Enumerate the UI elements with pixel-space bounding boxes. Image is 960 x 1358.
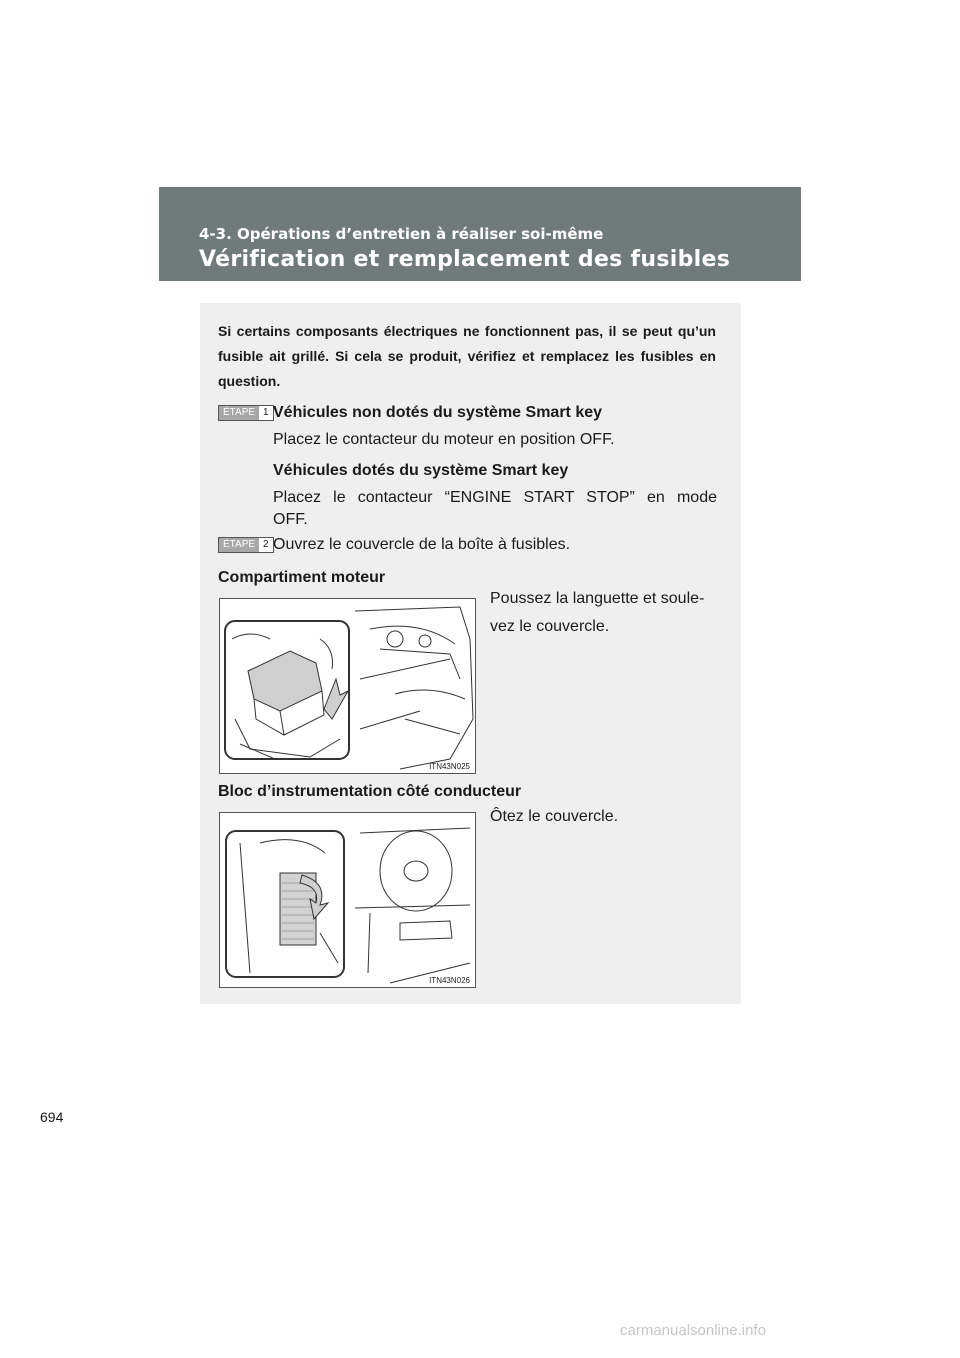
dash-figure-code: ITN43N026 — [429, 976, 470, 985]
engine-compartment-figure — [219, 598, 476, 774]
step-2-badge — [218, 537, 274, 553]
engine-instruction-line2: vez le couvercle. — [490, 618, 610, 635]
engine-illustration — [220, 599, 475, 773]
page-number: 694 — [40, 1109, 64, 1125]
step-1-badge — [218, 405, 274, 421]
chapter-header — [159, 187, 801, 281]
step-1-badge-word: ÉTAPE — [219, 406, 259, 420]
step-1-text-b-line1: Placez le contacteur “ENGINE START STOP” en mode — [273, 489, 717, 506]
step-1-text-b-line2: OFF. — [273, 511, 308, 528]
step-1-text-a: Placez le contacteur du moteur en position OFF. — [273, 431, 615, 448]
section-label: 4-3. Opérations d’entretien à réaliser soi-même — [199, 225, 604, 243]
dash-heading: Bloc d’instrumentation côté conducteur — [218, 783, 522, 800]
dashboard-figure — [219, 812, 476, 988]
engine-instruction-line1: Poussez la languette et soule- — [490, 590, 705, 607]
engine-heading: Compartiment moteur — [218, 569, 386, 586]
dash-instruction: Ôtez le couvercle. — [490, 808, 619, 825]
watermark: carmanualsonline.info — [620, 1322, 766, 1339]
step-2-text: Ouvrez le couvercle de la boîte à fusibles. — [273, 536, 571, 553]
step-2-badge-number: 2 — [263, 539, 269, 550]
page-title: Vérification et remplacement des fusibles — [199, 247, 731, 272]
step-1-heading-a: Véhicules non dotés du système Smart key — [273, 404, 603, 421]
step-1-heading-b: Véhicules dotés du système Smart key — [273, 462, 569, 479]
intro-text: Si certains composants électriques ne fonctionnent pas, il se peut qu’un fusible ait grillé. Si cela se produit, vérifiez et remplacez les fusibles en question. — [218, 323, 716, 389]
engine-figure-code: ITN43N025 — [429, 762, 470, 771]
dashboard-illustration — [220, 813, 475, 987]
step-2-badge-word: ÉTAPE — [219, 538, 259, 552]
step-1-badge-number: 1 — [263, 407, 269, 418]
content-panel — [200, 303, 741, 1004]
